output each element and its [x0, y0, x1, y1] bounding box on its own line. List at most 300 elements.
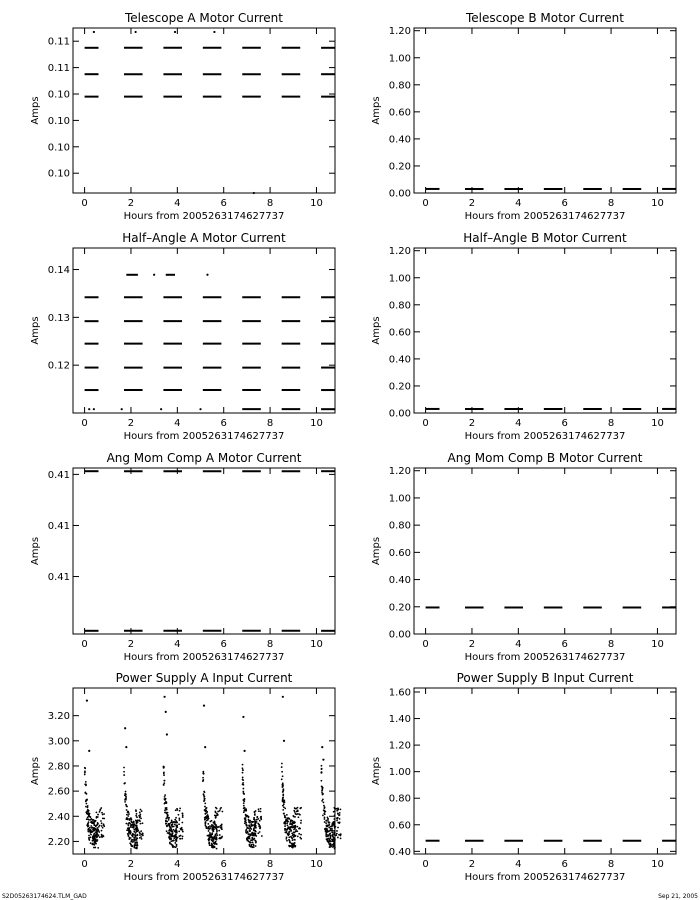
- data-point: [203, 794, 205, 796]
- chart-title: Half–Angle A Motor Current: [122, 231, 286, 245]
- data-point: [85, 811, 87, 813]
- data-series: [85, 471, 335, 631]
- data-point: [205, 816, 207, 818]
- data-point: [140, 817, 142, 819]
- data-point: [295, 845, 297, 847]
- data-point: [175, 828, 177, 830]
- data-point: [131, 839, 133, 841]
- data-point: [135, 31, 137, 33]
- data-point: [330, 843, 332, 845]
- y-tick-label: 1.00: [388, 767, 411, 779]
- x-tick-label: 2: [127, 418, 135, 429]
- data-point: [254, 823, 256, 825]
- data-point: [300, 820, 302, 822]
- data-point: [160, 408, 162, 410]
- data-point: [281, 766, 283, 768]
- y-tick-label: 0.10: [47, 115, 70, 127]
- data-point: [221, 828, 223, 830]
- data-point: [123, 767, 125, 769]
- data-point: [339, 814, 341, 816]
- data-point: [218, 830, 220, 832]
- data-point: [133, 824, 135, 826]
- y-tick-label: 0.60: [388, 547, 411, 559]
- x-tick-label: 6: [561, 639, 568, 650]
- data-point: [176, 832, 178, 834]
- chart-title: Telescope B Motor Current: [465, 11, 625, 25]
- x-tick-label: 2: [468, 198, 476, 209]
- data-point: [142, 822, 144, 824]
- data-point: [100, 820, 102, 822]
- data-point: [173, 837, 175, 839]
- data-point: [163, 766, 165, 768]
- data-point: [337, 817, 339, 819]
- x-tick-label: 8: [266, 418, 274, 429]
- y-tick-label: 0.60: [388, 107, 411, 119]
- x-tick-label: 6: [561, 418, 568, 429]
- data-point: [322, 759, 324, 761]
- data-point: [214, 842, 216, 844]
- data-point: [242, 716, 244, 718]
- data-point: [300, 822, 302, 824]
- data-point: [95, 834, 97, 836]
- data-point: [99, 836, 101, 838]
- data-point: [182, 831, 184, 833]
- data-point: [330, 835, 332, 837]
- data-point: [322, 814, 324, 816]
- data-point: [242, 767, 244, 769]
- data-point: [165, 812, 167, 814]
- y-tick-label: 0.40: [388, 575, 411, 587]
- y-axis-label: Amps: [30, 756, 41, 786]
- data-point: [165, 820, 167, 822]
- data-point: [92, 840, 94, 842]
- data-point: [95, 811, 97, 813]
- data-point: [321, 746, 323, 748]
- data-point: [219, 808, 221, 810]
- y-tick-label: 3.20: [47, 711, 70, 723]
- data-point: [249, 820, 251, 822]
- data-point: [175, 817, 177, 819]
- data-point: [176, 809, 178, 811]
- data-point: [242, 788, 244, 790]
- data-point: [260, 817, 262, 819]
- data-point: [293, 821, 295, 823]
- data-point: [172, 845, 174, 847]
- data-point: [84, 767, 86, 769]
- data-point: [252, 844, 254, 846]
- data-point: [323, 813, 325, 815]
- chart-title: Power Supply B Input Current: [456, 671, 634, 685]
- data-point: [139, 834, 141, 836]
- data-point: [206, 812, 208, 814]
- data-point: [242, 764, 244, 766]
- data-point: [138, 819, 140, 821]
- data-point: [95, 830, 97, 832]
- data-point: [242, 778, 244, 780]
- data-point: [93, 31, 95, 33]
- data-point: [84, 770, 86, 772]
- data-point: [88, 814, 90, 816]
- data-point: [91, 827, 93, 829]
- x-tick-label: 6: [220, 198, 227, 209]
- data-point: [123, 771, 125, 773]
- data-series: [84, 696, 342, 850]
- data-point: [287, 821, 289, 823]
- data-point: [95, 825, 97, 827]
- x-tick-label: 2: [127, 859, 135, 870]
- data-point: [327, 835, 329, 837]
- data-point: [282, 805, 284, 807]
- data-point: [181, 822, 183, 824]
- data-point: [321, 768, 323, 770]
- data-point: [244, 798, 246, 800]
- data-point: [90, 825, 92, 827]
- data-point: [99, 811, 101, 813]
- y-tick-label: 0.40: [388, 134, 411, 146]
- data-point: [139, 814, 141, 816]
- data-point: [178, 814, 180, 816]
- data-point: [243, 793, 245, 795]
- x-axis-label: Hours from 2005263174627737: [123, 872, 285, 883]
- data-point: [129, 822, 131, 824]
- y-tick-label: 0.80: [388, 793, 411, 805]
- data-point: [125, 823, 127, 825]
- data-point: [208, 840, 210, 842]
- data-point: [214, 838, 216, 840]
- data-point: [332, 844, 334, 846]
- data-point: [257, 832, 259, 834]
- data-point: [136, 834, 138, 836]
- data-point: [181, 828, 183, 830]
- data-point: [253, 818, 255, 820]
- data-point: [286, 829, 288, 831]
- data-point: [130, 837, 132, 839]
- data-point: [337, 827, 339, 829]
- data-point: [285, 838, 287, 840]
- data-point: [169, 823, 171, 825]
- data-point: [92, 835, 94, 837]
- data-point: [163, 784, 165, 786]
- data-point: [135, 820, 137, 822]
- data-point: [178, 830, 180, 832]
- data-point: [337, 837, 339, 839]
- chart-panel-6: [371, 451, 676, 663]
- data-point: [249, 822, 251, 824]
- chart-panel-2: [371, 11, 676, 222]
- data-point: [102, 827, 104, 829]
- data-point: [203, 796, 205, 798]
- data-point: [295, 829, 297, 831]
- data-point: [168, 819, 170, 821]
- data-point: [140, 830, 142, 832]
- y-tick-label: 0.10: [47, 168, 70, 180]
- data-point: [97, 847, 99, 849]
- x-tick-label: 8: [607, 859, 615, 870]
- data-point: [293, 835, 295, 837]
- y-tick-label: 0.11: [47, 36, 70, 48]
- data-point: [133, 841, 135, 843]
- data-point: [100, 809, 102, 811]
- y-tick-label: 0.13: [47, 312, 70, 324]
- data-point: [166, 807, 168, 809]
- data-point: [290, 836, 292, 838]
- data-point: [337, 812, 339, 814]
- data-point: [87, 826, 89, 828]
- data-point: [215, 816, 217, 818]
- data-point: [289, 826, 291, 828]
- x-tick-label: 10: [310, 639, 323, 650]
- data-point: [255, 835, 257, 837]
- data-point: [127, 811, 129, 813]
- data-point: [297, 835, 299, 837]
- x-tick-label: 8: [266, 198, 274, 209]
- data-point: [243, 802, 245, 804]
- data-point: [340, 833, 342, 835]
- data-point: [220, 838, 222, 840]
- data-point: [248, 825, 250, 827]
- data-point: [221, 836, 223, 838]
- data-point: [327, 820, 329, 822]
- data-point: [219, 834, 221, 836]
- data-point: [182, 836, 184, 838]
- data-point: [221, 824, 223, 826]
- data-point: [324, 821, 326, 823]
- chart-panel-8: [371, 671, 676, 883]
- data-point: [336, 830, 338, 832]
- data-point: [321, 790, 323, 792]
- data-point: [126, 809, 128, 811]
- data-point: [203, 800, 205, 802]
- data-point: [334, 826, 336, 828]
- data-point: [130, 843, 132, 845]
- x-tick-label: 4: [515, 859, 522, 870]
- chart-panel-3: [30, 231, 335, 442]
- data-point: [136, 844, 138, 846]
- data-point: [281, 778, 283, 780]
- footer-filename: S2D05263174624.TLM_GAD: [2, 893, 87, 900]
- data-point: [206, 827, 208, 829]
- data-point: [298, 833, 300, 835]
- data-point: [90, 834, 92, 836]
- data-point: [282, 809, 284, 811]
- x-tick-label: 4: [174, 418, 181, 429]
- data-point: [253, 827, 255, 829]
- y-tick-label: 0.80: [388, 80, 411, 92]
- data-point: [291, 823, 293, 825]
- data-point: [174, 824, 176, 826]
- data-point: [103, 835, 105, 837]
- data-point: [202, 780, 204, 782]
- data-point: [173, 829, 175, 831]
- data-point: [327, 838, 329, 840]
- data-point: [257, 823, 259, 825]
- data-point: [90, 836, 92, 838]
- data-point: [216, 848, 218, 850]
- data-point: [101, 822, 103, 824]
- data-point: [287, 825, 289, 827]
- data-point: [299, 807, 301, 809]
- data-point: [244, 817, 246, 819]
- y-tick-label: 0.11: [47, 63, 70, 75]
- data-point: [176, 840, 178, 842]
- x-tick-label: 10: [310, 859, 323, 870]
- x-tick-label: 0: [422, 418, 429, 429]
- data-point: [248, 833, 250, 835]
- data-point: [213, 838, 215, 840]
- y-tick-label: 0.20: [388, 602, 411, 614]
- data-point: [93, 408, 95, 410]
- data-point: [286, 814, 288, 816]
- data-point: [136, 825, 138, 827]
- data-point: [204, 746, 206, 748]
- data-point: [285, 832, 287, 834]
- data-point: [142, 832, 144, 834]
- data-point: [243, 805, 245, 807]
- data-point: [252, 842, 254, 844]
- data-point: [245, 810, 247, 812]
- data-point: [133, 826, 135, 828]
- data-point: [258, 810, 260, 812]
- x-tick-label: 0: [422, 198, 429, 209]
- data-point: [170, 843, 172, 845]
- data-point: [217, 834, 219, 836]
- data-point: [207, 823, 209, 825]
- data-point: [127, 815, 129, 817]
- x-tick-label: 4: [174, 639, 181, 650]
- data-point: [203, 705, 205, 707]
- data-point: [135, 810, 137, 812]
- data-point: [213, 825, 215, 827]
- data-point: [249, 830, 251, 832]
- y-tick-label: 0.41: [47, 469, 70, 481]
- y-tick-label: 3.00: [47, 736, 70, 748]
- data-point: [175, 820, 177, 822]
- data-point: [171, 833, 173, 835]
- y-tick-label: 0.60: [388, 327, 411, 339]
- data-point: [207, 815, 209, 817]
- data-point: [207, 817, 209, 819]
- data-point: [292, 827, 294, 829]
- y-tick-label: 0.00: [388, 629, 411, 641]
- x-tick-label: 0: [81, 198, 88, 209]
- data-point: [290, 830, 292, 832]
- x-tick-label: 10: [651, 639, 664, 650]
- chart-panel-5: [30, 451, 335, 663]
- data-point: [88, 819, 90, 821]
- x-tick-label: 2: [468, 859, 476, 870]
- data-point: [213, 31, 215, 33]
- data-point: [251, 837, 253, 839]
- x-tick-label: 10: [310, 418, 323, 429]
- data-point: [333, 830, 335, 832]
- data-point: [174, 31, 176, 33]
- plot-frame: [414, 688, 676, 854]
- data-point: [205, 807, 207, 809]
- data-point: [136, 813, 138, 815]
- data-point: [88, 835, 90, 837]
- data-point: [284, 815, 286, 817]
- data-point: [251, 844, 253, 846]
- data-point: [87, 807, 89, 809]
- plot-frame: [73, 28, 335, 193]
- data-point: [97, 816, 99, 818]
- data-point: [327, 831, 329, 833]
- data-point: [132, 833, 134, 835]
- data-point: [299, 837, 301, 839]
- data-point: [88, 750, 90, 752]
- data-point: [332, 824, 334, 826]
- data-point: [95, 843, 97, 845]
- data-point: [293, 816, 295, 818]
- data-point: [291, 844, 293, 846]
- data-point: [136, 822, 138, 824]
- data-point: [242, 772, 244, 774]
- data-point: [86, 699, 88, 701]
- data-point: [176, 825, 178, 827]
- data-point: [243, 810, 245, 812]
- data-point: [99, 825, 101, 827]
- y-tick-label: 0.41: [47, 572, 70, 584]
- data-point: [97, 814, 99, 816]
- data-point: [324, 818, 326, 820]
- data-point: [247, 836, 249, 838]
- data-point: [88, 829, 90, 831]
- data-point: [182, 815, 184, 817]
- data-point: [84, 774, 86, 776]
- x-tick-label: 6: [220, 639, 227, 650]
- data-point: [128, 825, 130, 827]
- data-point: [84, 792, 86, 794]
- data-point: [208, 842, 210, 844]
- data-point: [283, 806, 285, 808]
- data-point: [255, 842, 257, 844]
- x-tick-label: 6: [220, 859, 227, 870]
- chart-title: Power Supply A Input Current: [115, 671, 293, 685]
- data-point: [209, 844, 211, 846]
- data-point: [340, 808, 342, 810]
- data-point: [181, 838, 183, 840]
- data-point: [175, 836, 177, 838]
- data-point: [255, 845, 257, 847]
- data-point: [339, 818, 341, 820]
- data-point: [85, 781, 87, 783]
- x-tick-label: 10: [310, 198, 323, 209]
- x-tick-label: 2: [468, 639, 476, 650]
- data-point: [211, 836, 213, 838]
- data-point: [172, 836, 174, 838]
- data-point: [203, 773, 205, 775]
- data-point: [101, 830, 103, 832]
- data-point: [294, 811, 296, 813]
- data-point: [294, 807, 296, 809]
- y-tick-label: 1.40: [388, 714, 411, 726]
- data-point: [242, 791, 244, 793]
- data-point: [92, 819, 94, 821]
- data-point: [141, 810, 143, 812]
- data-point: [284, 825, 286, 827]
- y-axis-label: Amps: [30, 536, 41, 566]
- data-point: [207, 835, 209, 837]
- data-point: [261, 835, 263, 837]
- data-point: [329, 839, 331, 841]
- data-point: [128, 835, 130, 837]
- data-point: [87, 805, 89, 807]
- data-point: [174, 842, 176, 844]
- data-point: [253, 192, 255, 194]
- data-point: [326, 838, 328, 840]
- data-point: [330, 846, 332, 848]
- data-point: [202, 777, 204, 779]
